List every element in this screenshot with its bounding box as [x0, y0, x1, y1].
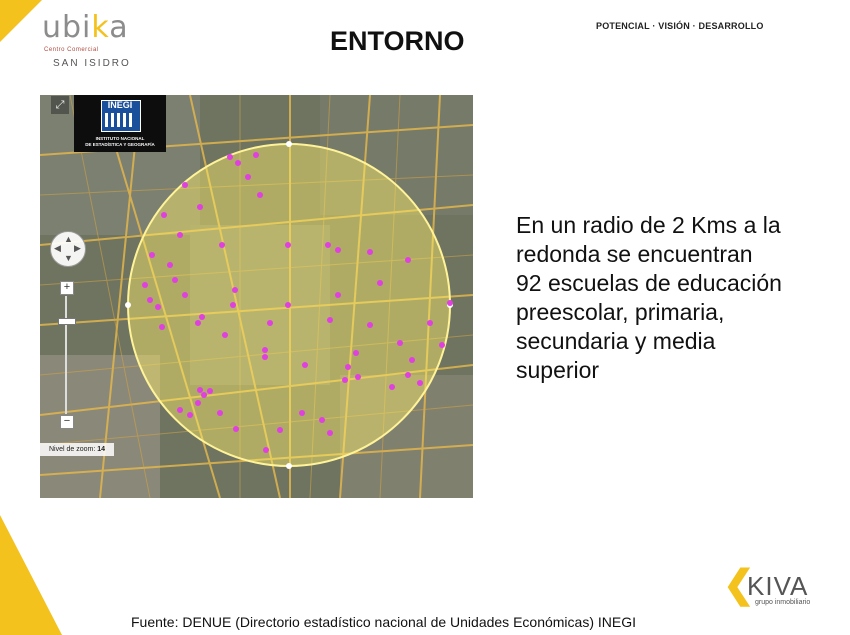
description-line-5: secundaria y media: [516, 328, 716, 354]
pan-right-arrow-icon[interactable]: ▶: [74, 243, 81, 253]
pan-control[interactable]: [50, 231, 86, 267]
ubika-logo-location: SAN ISIDRO: [53, 58, 131, 69]
zoom-in-button[interactable]: +: [60, 281, 74, 295]
satellite-map[interactable]: [40, 95, 473, 498]
ubika-logo: [38, 10, 148, 70]
kiva-logo-word: KIVA: [747, 571, 809, 601]
pan-down-arrow-icon[interactable]: ▼: [64, 253, 73, 263]
zoom-slider-track[interactable]: [65, 296, 67, 414]
description-line-2: redonda se encuentran: [516, 241, 753, 267]
fullscreen-button[interactable]: ⤢: [51, 96, 69, 114]
description-line-1: En un radio de 2 Kms a la: [516, 212, 781, 238]
zoom-out-button[interactable]: −: [60, 415, 74, 429]
map-canvas[interactable]: [40, 95, 473, 498]
kiva-logo-mark: ❮: [723, 564, 755, 606]
corner-accent-top-left: [0, 0, 42, 42]
pan-up-arrow-icon[interactable]: ▲: [64, 234, 73, 244]
kiva-logo: [723, 566, 823, 614]
inegi-logo-line2: DE ESTADÍSTICA Y GEOGRAFÍA: [85, 142, 155, 147]
zoom-slider-thumb[interactable]: [58, 318, 76, 325]
description-line-6: superior: [516, 357, 600, 383]
inegi-logo: [74, 95, 166, 152]
zoom-level-caption: Nivel de zoom:: [48, 446, 96, 453]
kiva-logo-subtitle: grupo inmobiliario: [755, 599, 811, 606]
inegi-logo-name: INEGI: [107, 100, 133, 110]
description-text: [516, 211, 816, 385]
zoom-level-label: [40, 443, 114, 456]
ubika-logo-subtitle: Centro Comercial: [44, 47, 99, 53]
inegi-logo-bars: [105, 113, 135, 127]
page-title: ENTORNO: [330, 26, 465, 56]
inegi-logo-line1: INSTITUTO NACIONAL: [95, 136, 145, 141]
source-citation: Fuente: DENUE (Directorio estadístico nacional de Unidades Económicas) INEGI: [131, 614, 636, 630]
pan-left-arrow-icon[interactable]: ◀: [54, 243, 61, 253]
description-line-4: preescolar, primaria,: [516, 299, 725, 325]
corner-accent-bottom-left: [0, 515, 62, 635]
zoom-level-value: 14: [97, 446, 106, 453]
description-line-3: 92 escuelas de educación: [516, 270, 782, 296]
tagline: POTENCIAL · VISIÓN · DESARROLLO: [596, 21, 764, 31]
ubika-logo-word: ubika: [42, 10, 129, 45]
